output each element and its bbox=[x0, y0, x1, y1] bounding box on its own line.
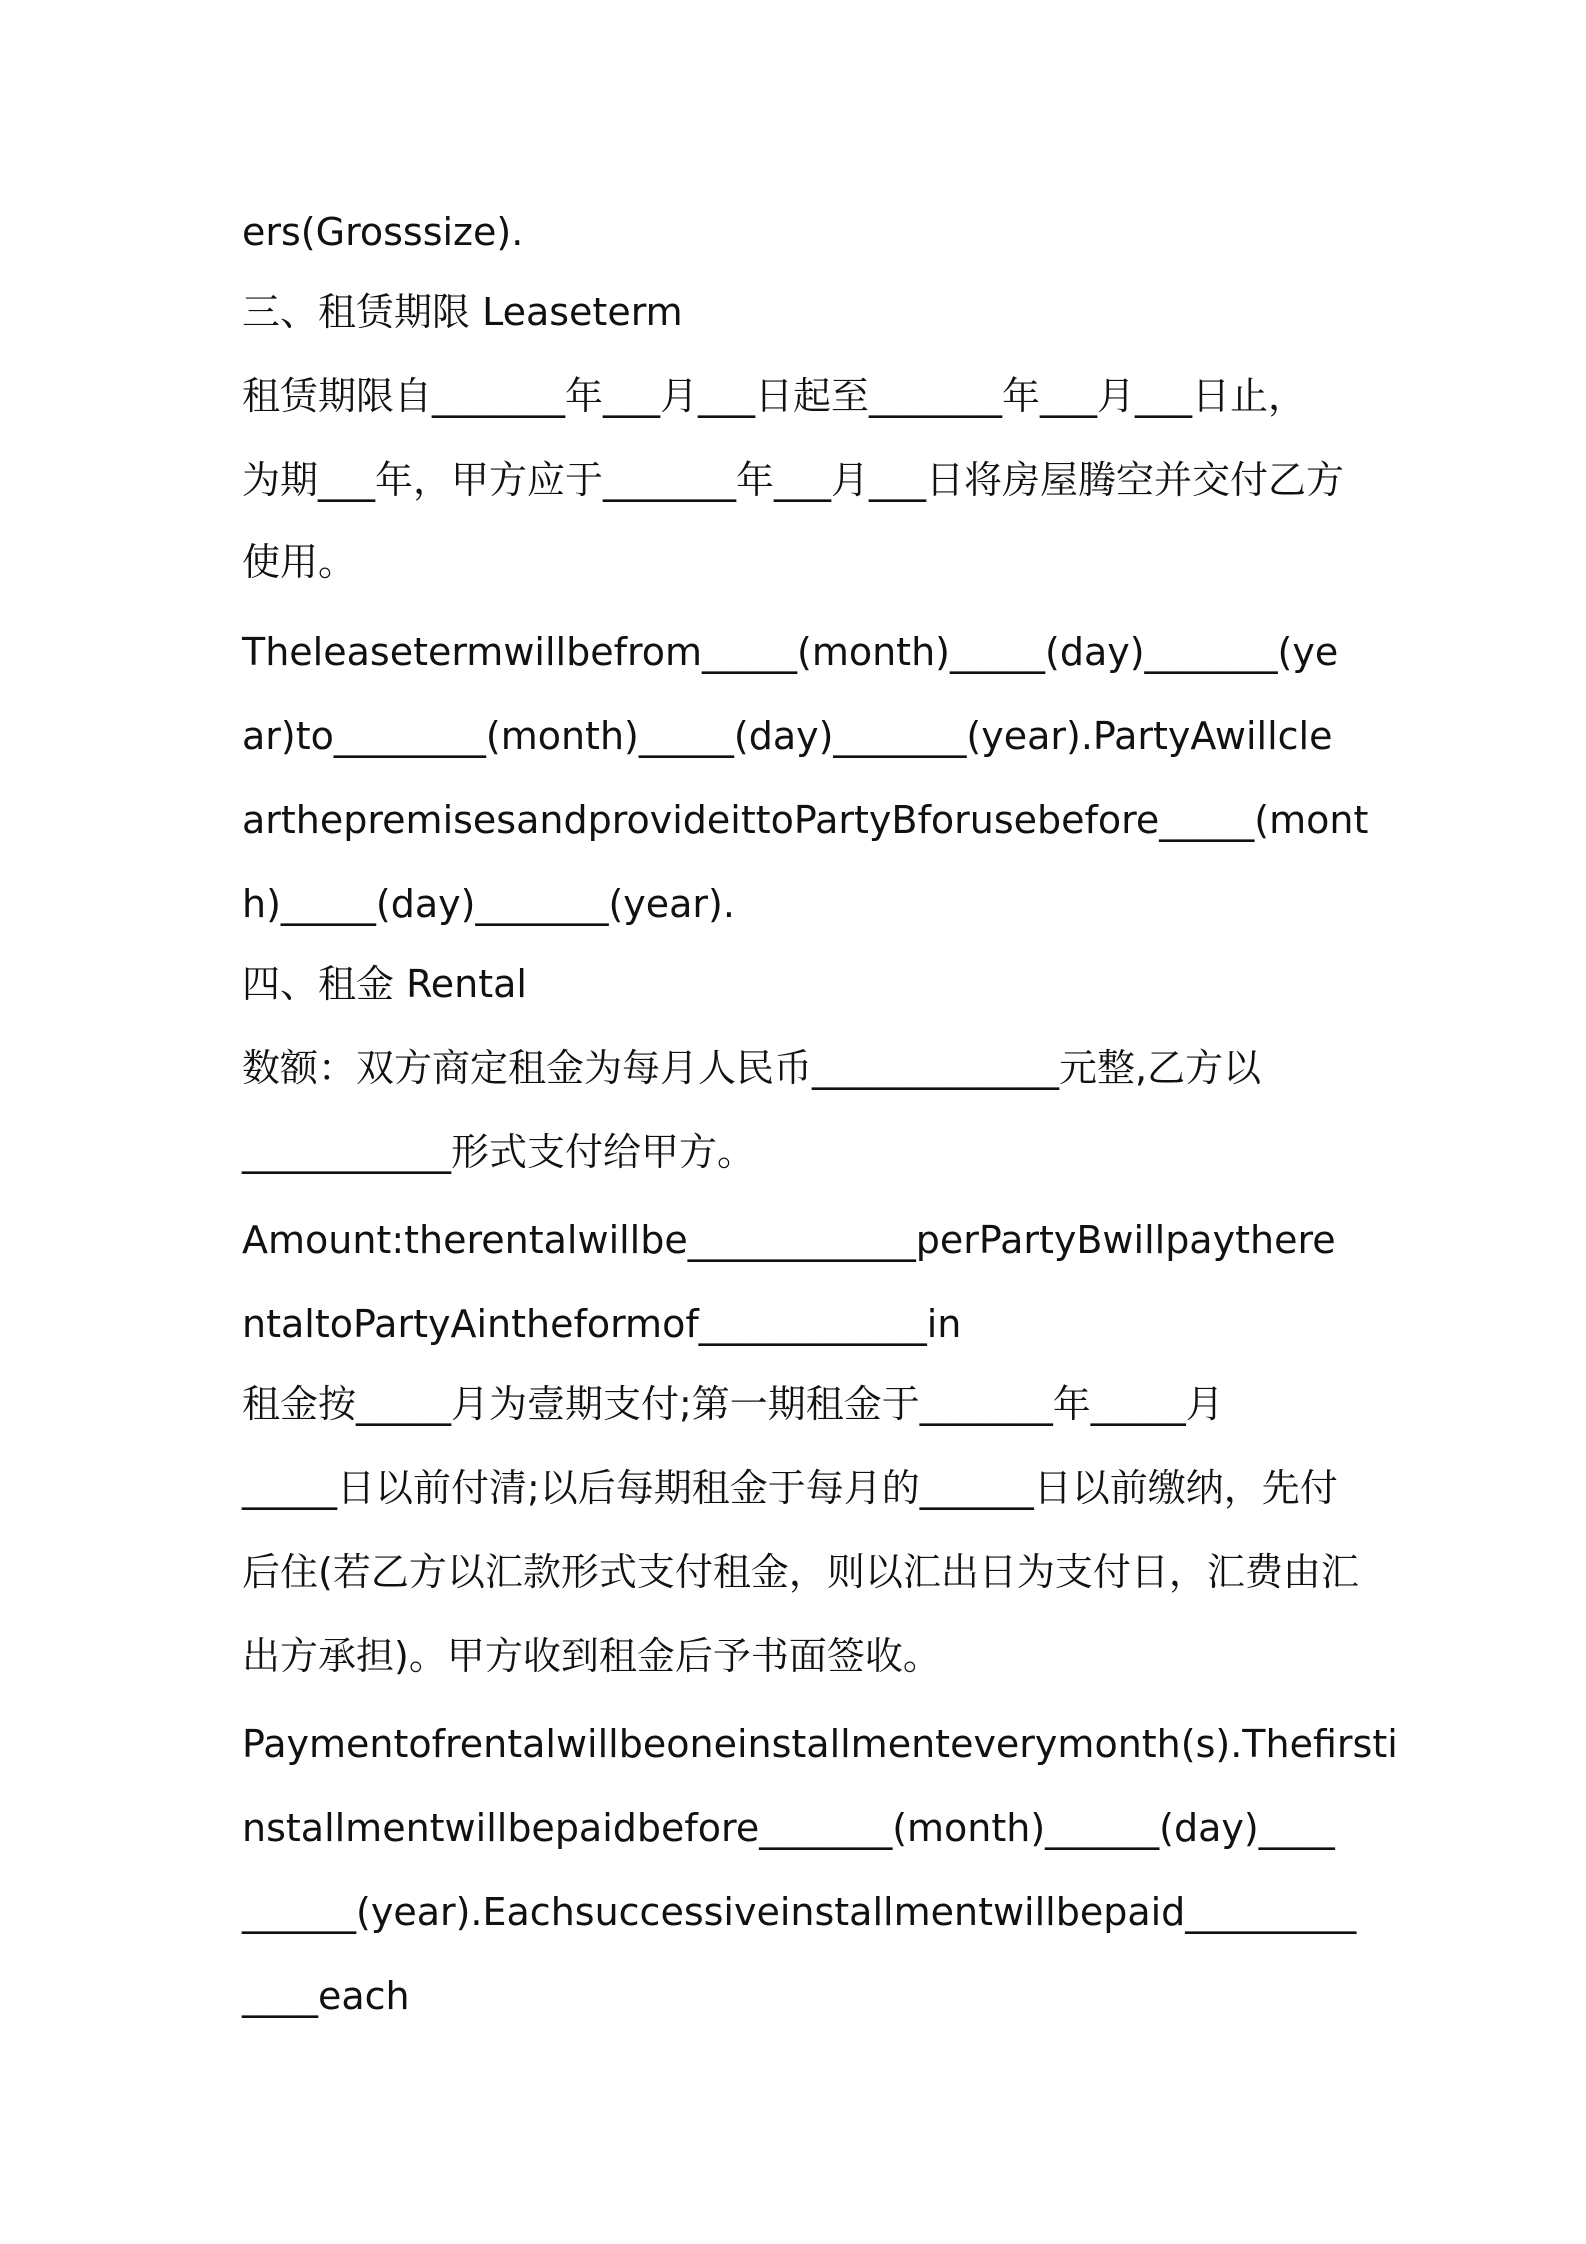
text-line-payment-cn-2: _____日以前付清;以后每期租金于每月的______日以前缴纳，先付 bbox=[242, 1466, 1338, 1510]
text-line-payment-en-2: nstallmentwillbepaidbefore_______(month)______(day)____ bbox=[242, 1806, 1335, 1850]
text-line-payment-en-1: Paymentofrentalwillbeoneinstallmenteverymonth(s).Thefirsti bbox=[242, 1722, 1398, 1766]
text-line-lease-term-en-4: h)_____(day)_______(year). bbox=[242, 882, 735, 926]
text-line-payment-cn-1: 租金按_____月为壹期支付;第一期租金于_______年_____月 bbox=[242, 1382, 1224, 1426]
text-line-payment-cn-3: 后住(若乙方以汇款形式支付租金，则以汇出日为支付日，汇费由汇 bbox=[242, 1550, 1359, 1594]
text-line-payment-cn-4: 出方承担)。甲方收到租金后予书面签收。 bbox=[242, 1634, 941, 1678]
text-line-rental-amount-cn-2: ___________形式支付给甲方。 bbox=[242, 1130, 756, 1174]
text-line-rental-amount-cn-1: 数额：双方商定租金为每月人民币_____________元整,乙方以 bbox=[242, 1046, 1262, 1090]
text-line-lease-term-cn-3: 使用。 bbox=[242, 540, 357, 584]
text-line-lease-term-en-2: ar)to________(month)_____(day)_______(year).PartyAwillcle bbox=[242, 714, 1333, 758]
heading-lease-term: 三、租赁期限 Leaseterm bbox=[242, 290, 683, 334]
text-line-lease-term-en-3: arthepremisesandprovideittoPartyBforusebefore_____(mont bbox=[242, 798, 1369, 842]
text-line-payment-en-3: ______(year).Eachsuccessiveinstallmentwillbepaid_________ bbox=[242, 1890, 1357, 1934]
text-line-rental-amount-en-1: Amount:therentalwillbe____________perPartyBwillpaythere bbox=[242, 1218, 1336, 1262]
text-line-ers-grosssize: ers(Grosssize). bbox=[242, 210, 524, 254]
text-line-rental-amount-en-2: ntaltoPartyAintheformof____________in bbox=[242, 1302, 962, 1346]
heading-rental: 四、租金 Rental bbox=[242, 962, 527, 1006]
text-line-lease-term-cn-2: 为期___年，甲方应于_______年___月___日将房屋腾空并交付乙方 bbox=[242, 458, 1345, 502]
text-line-lease-term-cn-1: 租赁期限自_______年___月___日起至_______年___月___日止， bbox=[242, 374, 1307, 418]
text-line-lease-term-en-1: Theleasetermwillbefrom_____(month)_____(day)_______(ye bbox=[242, 630, 1339, 674]
text-line-payment-en-4: ____each bbox=[242, 1974, 410, 2018]
